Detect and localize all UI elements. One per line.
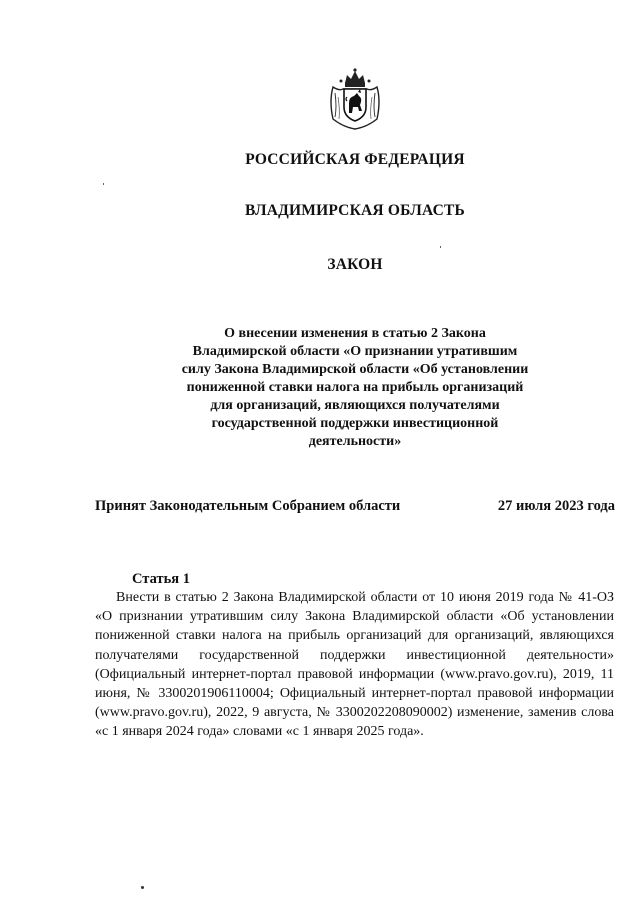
scan-speck	[440, 246, 441, 248]
document-type-heading: ЗАКОН	[327, 256, 383, 273]
adoption-date: 27 июля 2023 года	[497, 498, 615, 514]
country-heading: РОССИЙСКАЯ ФЕДЕРАЦИЯ	[245, 151, 465, 168]
coat-of-arms-icon	[327, 67, 383, 131]
scan-speck	[141, 886, 144, 889]
article-heading: Статья 1	[132, 571, 190, 587]
article-body: Внести в статью 2 Закона Владимирской области от 10 июня 2019 года № 41-ОЗ «О признании утратившим силу Закона Владимирской области «Об установлении пониженной ставки налога на прибыль организаций для организаций, являющихся получателями государственной поддержки инвестиционной деятельности» (Официальный интернет-портал правовой информации (www.pravo.gov.ru), 2019, 11 июня, № 3300201906110004; Официальный интернет-портал правовой информации (www.pravo.gov.ru), 2022, 9 августа, № 3300202208090002) изменение, заменив слова «с 1 января 2024 года» словами «с 1 января 2025 года».	[95, 590, 614, 740]
law-title: О внесении изменения в статью 2 Закона Владимирской области «О признании утратившим силу Закона Владимирской области «Об установлении пониженной ставки налога на прибыль организаций для организаций, являющихся получателями государственной поддержки инвестиционной деятельности»	[181, 326, 529, 449]
scan-speck	[103, 183, 104, 185]
region-heading: ВЛАДИМИРСКАЯ ОБЛАСТЬ	[245, 202, 465, 219]
adopted-by-text: Принят Законодательным Собранием области	[95, 498, 401, 514]
